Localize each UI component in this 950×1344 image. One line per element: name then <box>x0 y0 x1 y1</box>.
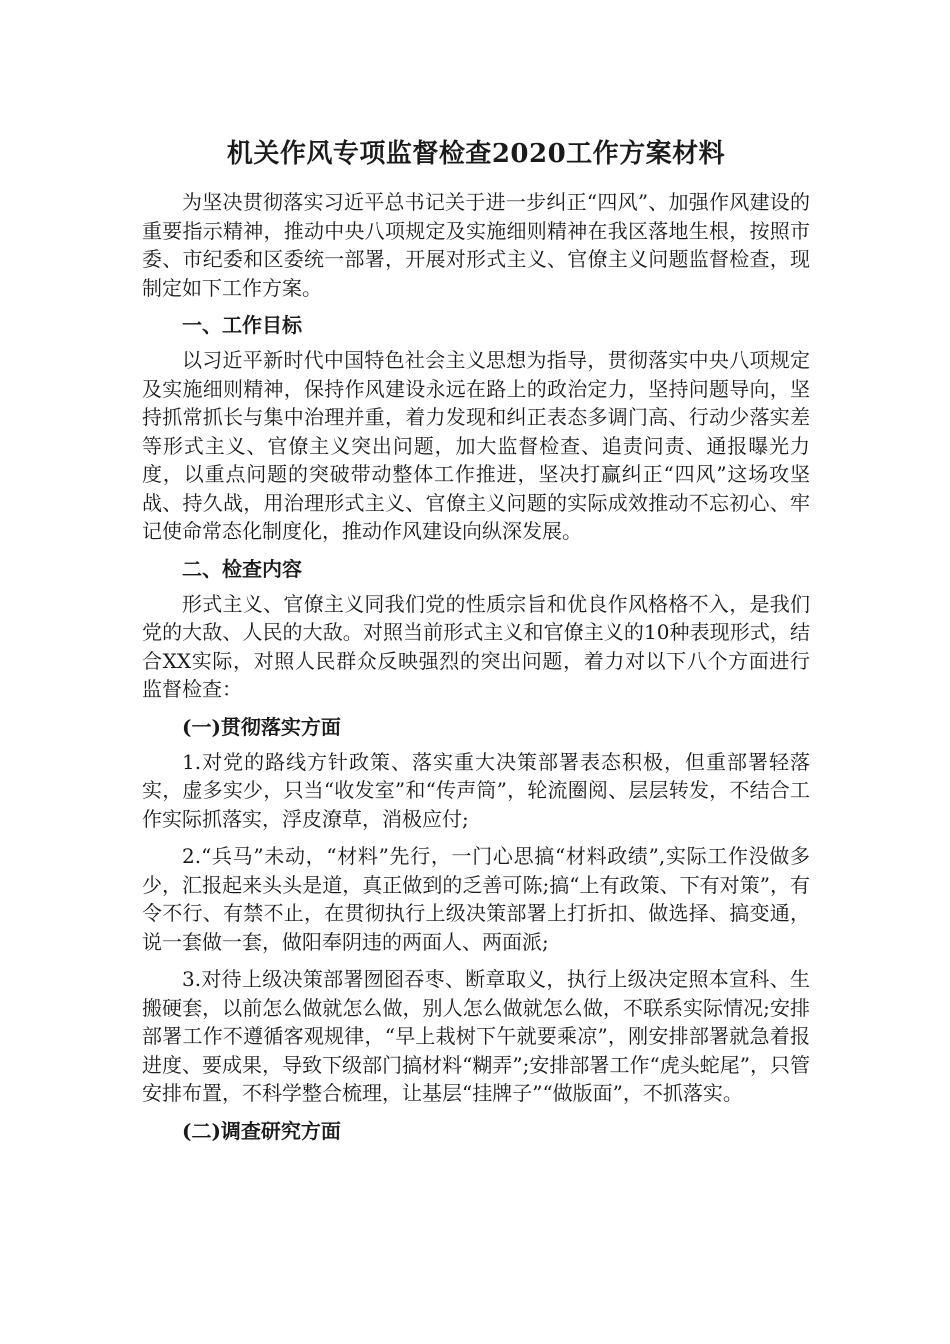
subsection-heading-implementation: (一)贯彻落实方面 <box>182 714 341 739</box>
section-body-inspection-content: 形式主义、官僚主义同我们党的性质宗旨和优良作风格格不入，是我们党的大敌、人民的大敌。对照当前形式主义和官僚主义的10种表现形式，结合XX实际，对照人民群众反映强烈的突出问题，着力对以下八个方面进行监督检查： <box>142 591 810 701</box>
section-heading-inspection-content: 二、检查内容 <box>182 556 302 581</box>
list-item: 1.对党的路线方针政策、落实重大决策部署表态积极，但重部署轻落实，虚多实少，只当“收发室”和“传声筒”，轮流圈阅、层层转发，不结合工作实际抓落实，浮皮潦草，消极应付; <box>142 749 810 831</box>
subsection-heading-research: (二)调查研究方面 <box>182 1118 341 1143</box>
document-page <box>142 118 810 1152</box>
document-title: 机关作风专项监督检查2020工作方案材料 <box>226 139 726 169</box>
list-item: 3.对待上级决策部署囫囵吞枣、断章取义，执行上级决定照本宣科、生搬硬套，以前怎么做就怎么做，别人怎么做就怎么做，不联系实际情况;安排部署工作不遵循客观规律，“早上栽树下午就要乘凉”，刚安排部署就急着报进度、要成果，导致下级部门搞材料“糊弄”;安排部署工作“虎头蛇尾”，只管安排布置，不科学整合梳理，让基层“挂牌子”“做版面”，不抓落实。 <box>142 967 810 1105</box>
section-heading-work-goal: 一、工作目标 <box>182 313 302 337</box>
intro-paragraph: 为坚决贯彻落实习近平总书记关于进一步纠正“四风”、加强作风建设的重要指示精神，推动中央八项规定及实施细则精神在我区落地生根，按照市委、市纪委和区委统一部署，开展对形式主义、官僚主义问题监督检查，现制定如下工作方案。 <box>142 190 810 300</box>
section-body-work-goal: 以习近平新时代中国特色社会主义思想为指导，贯彻落实中央八项规定及实施细则精神，保持作风建设永远在路上的政治定力，坚持问题导向，坚持抓常抓长与集中治理并重，着力发现和纠正表态多调门高、行动少落实差等形式主义、官僚主义突出问题，加大监督检查、追责问责、通报曝光力度，以重点问题的突破带动整体工作推进，坚决打赢纠正“四风”这场攻坚战、持久战，用治理形式主义、官僚主义问题的实际成效推动不忘初心、牢记使命常态化制度化，推动作风建设向纵深发展。 <box>142 348 810 543</box>
list-item: 2.“兵马”未动，“材料”先行，一门心思搞“材料政绩”,实际工作没做多少，汇报起来头头是道，真正做到的乏善可陈;搞“上有政策、下有对策”，有令不行、有禁不止，在贯彻执行上级决策部署上打折扣、做选择、搞变通，说一套做一套，做阳奉阴违的两面人、两面派; <box>142 844 810 954</box>
